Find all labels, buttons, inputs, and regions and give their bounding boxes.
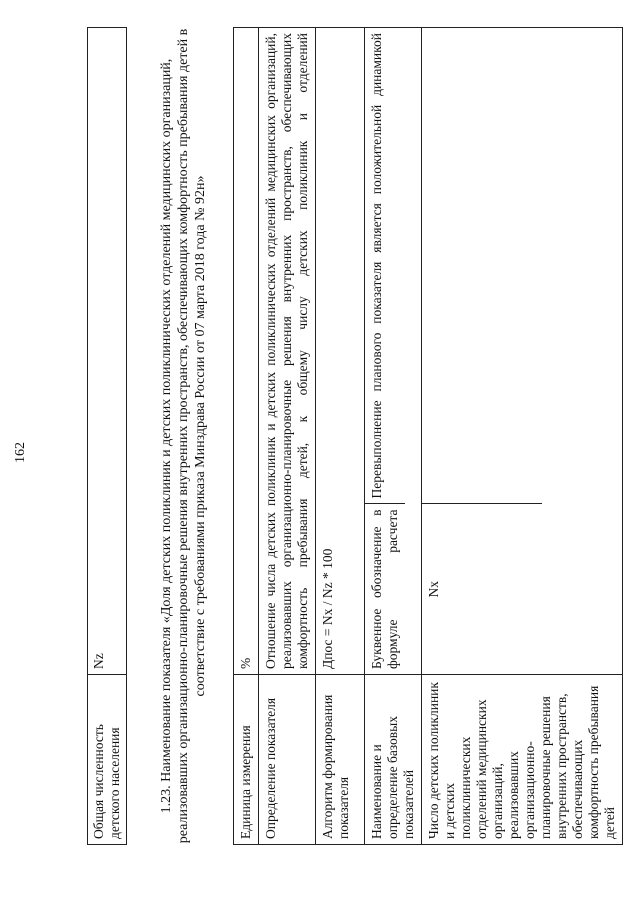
table-row — [422, 28, 623, 845]
population-symbol: Nz — [88, 28, 127, 675]
algorithm-value: Дпос = Nx / Nz * 100 — [316, 28, 365, 675]
base-subtable — [365, 28, 405, 674]
indicator-table — [233, 27, 623, 845]
count-target — [422, 28, 542, 504]
table-row — [234, 28, 259, 845]
page-number: 162 — [13, 442, 28, 463]
count-label: Число детских поликлиник и детских поликлинических отделений медицинских организаций, реализовавших организационно-планировочные решения внутренних пространств, обеспечивающих комфортность пребывания детей — [422, 675, 623, 845]
definition-value: Отношение числа детских поликлиник и детских поликлинических отделений медицинских организаций, реализовавших организационно-планировочные решения внутренних пространств, обеспечивающих комфортность пребывания детей, к общему числу детских поликлиник и отделений — [259, 28, 316, 675]
unit-value: % — [234, 28, 259, 675]
unit-label: Единица измерения — [234, 675, 259, 845]
count-values — [422, 28, 623, 675]
table-row — [259, 28, 316, 845]
top-table — [87, 27, 127, 845]
algorithm-label: Алгоритм формирования показателя — [316, 675, 365, 845]
table-row — [88, 28, 127, 845]
target-header: Перевыполнение планового показателя является положительной динамикой — [365, 28, 405, 504]
table-row — [316, 28, 365, 845]
population-label: Общая численность детского населения — [88, 675, 127, 845]
symbol-header: Буквенное обозначение в формуле расчета — [369, 509, 400, 669]
indicator-heading: 1.23. Наименование показателя «Доля детских поликлиник и детских поликлинических отделений медицинских организаций, реализовавших организационно-планировочные решения внутренних пространств, обеспечивающих комфортность пребывания детей в соответствие с требованиями приказа Минздрава России от 07 марта 2018 года № 92н» — [159, 28, 208, 844]
base-label: Наименование и определение базовых показателей — [365, 675, 422, 845]
count-symbol: Nx — [426, 581, 441, 598]
table-row — [365, 28, 422, 845]
count-subtable — [422, 28, 542, 674]
definition-label: Определение показателя — [259, 675, 316, 845]
base-subheaders — [365, 28, 422, 675]
